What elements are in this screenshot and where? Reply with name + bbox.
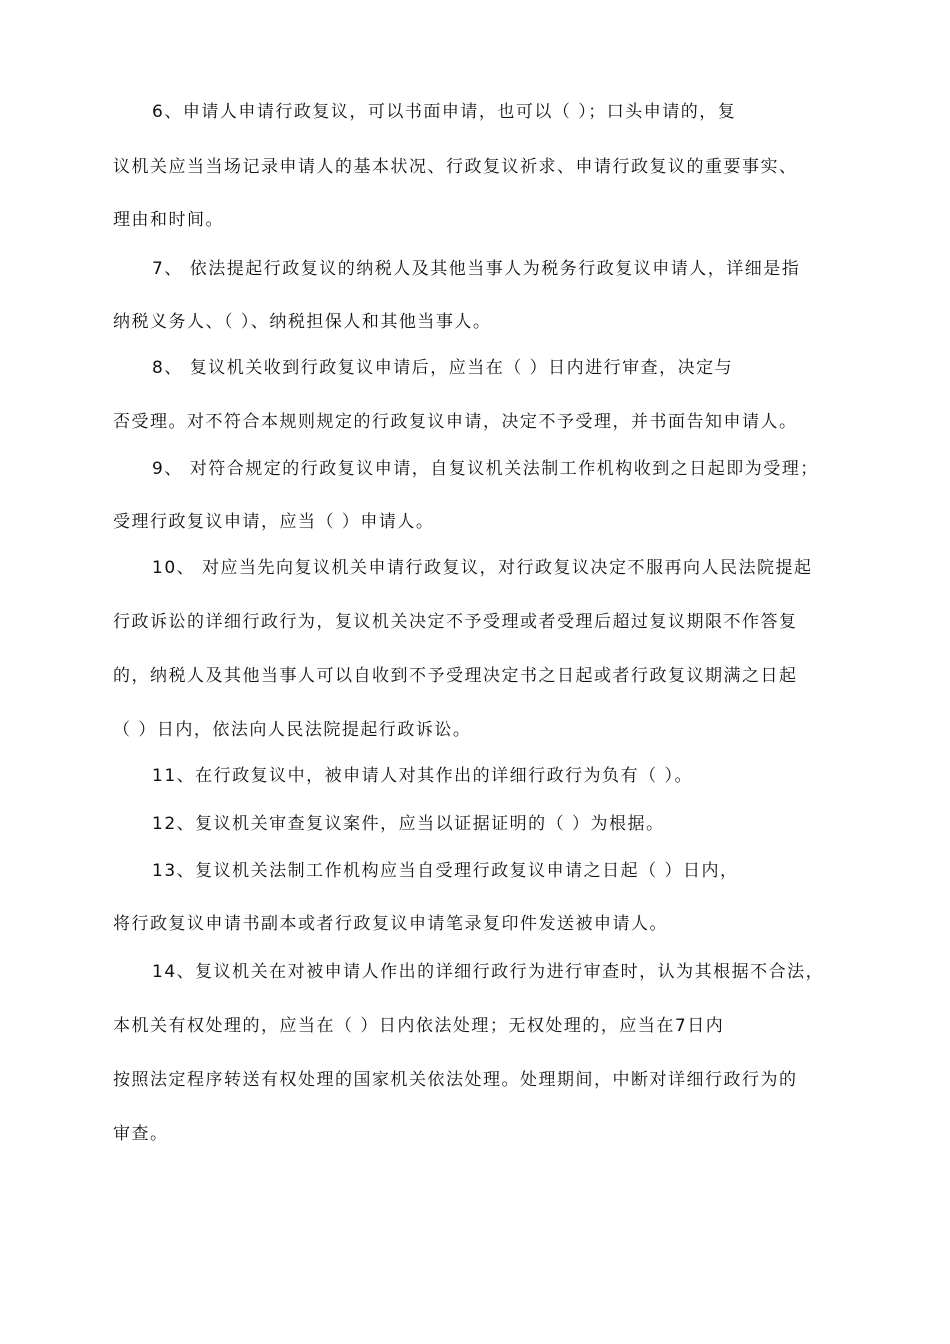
q14-line-1: 14、复议机关在对被申请人作出的详细行政行为进行审查时，认为其根据不合法， bbox=[152, 962, 825, 982]
q8-line-2: 否受理。对不符合本规则规定的行政复议申请，决定不予受理，并书面告知申请人。 bbox=[113, 412, 798, 432]
q8-line-1: 8、 复议机关收到行政复议申请后，应当在（ ）日内进行审查，决定与 bbox=[152, 358, 734, 378]
q7-line-1: 7、 依法提起行政复议的纳税人及其他当事人为税务行政复议申请人，详细是指 bbox=[152, 259, 801, 279]
q7-line-2: 纳税义务人、（ ）、纳税担保人和其他当事人。 bbox=[113, 312, 492, 332]
q10-line-3: 的，纳税人及其他当事人可以自收到不予受理决定书之日起或者行政复议期满之日起 bbox=[113, 666, 798, 686]
q10-line-1: 10、 对应当先向复议机关申请行政复议，对行政复议决定不服再向人民法院提起 bbox=[152, 558, 813, 578]
q10-line-4: （ ）日内，依法向人民法院提起行政诉讼。 bbox=[113, 720, 472, 740]
q9-line-1: 9、 对符合规定的行政复议申请，自复议机关法制工作机构收到之日起即为受理； bbox=[152, 459, 819, 479]
q14-line-3: 按照法定程序转送有权处理的国家机关依法处理。处理期间，中断对详细行政行为的 bbox=[113, 1070, 798, 1090]
q9-line-2: 受理行政复议申请，应当（ ）申请人。 bbox=[113, 512, 435, 532]
q6-line-3: 理由和时间。 bbox=[113, 210, 224, 230]
q6-line-2: 议机关应当当场记录申请人的基本状况、行政复议祈求、申请行政复议的重要事实、 bbox=[113, 157, 798, 177]
q14-line-2: 本机关有权处理的，应当在（ ）日内依法处理；无权处理的，应当在7日内 bbox=[113, 1016, 725, 1036]
q13-line-2: 将行政复议申请书副本或者行政复议申请笔录复印件发送被申请人。 bbox=[113, 914, 668, 934]
q13-line-1: 13、复议机关法制工作机构应当自受理行政复议申请之日起（ ）日内， bbox=[152, 861, 739, 881]
q14-line-4: 审查。 bbox=[113, 1124, 169, 1144]
q10-line-2: 行政诉讼的详细行政行为，复议机关决定不予受理或者受理后超过复议期限不作答复 bbox=[113, 612, 798, 632]
q11-line-1: 11、在行政复议中，被申请人对其作出的详细行政行为负有（ ）。 bbox=[152, 766, 694, 786]
q12-line-1: 12、复议机关审查复议案件，应当以证据证明的（ ）为根据。 bbox=[152, 814, 665, 834]
q6-line-1: 6、申请人申请行政复议，可以书面申请，也可以（ ）；口头申请的，复 bbox=[152, 102, 737, 122]
